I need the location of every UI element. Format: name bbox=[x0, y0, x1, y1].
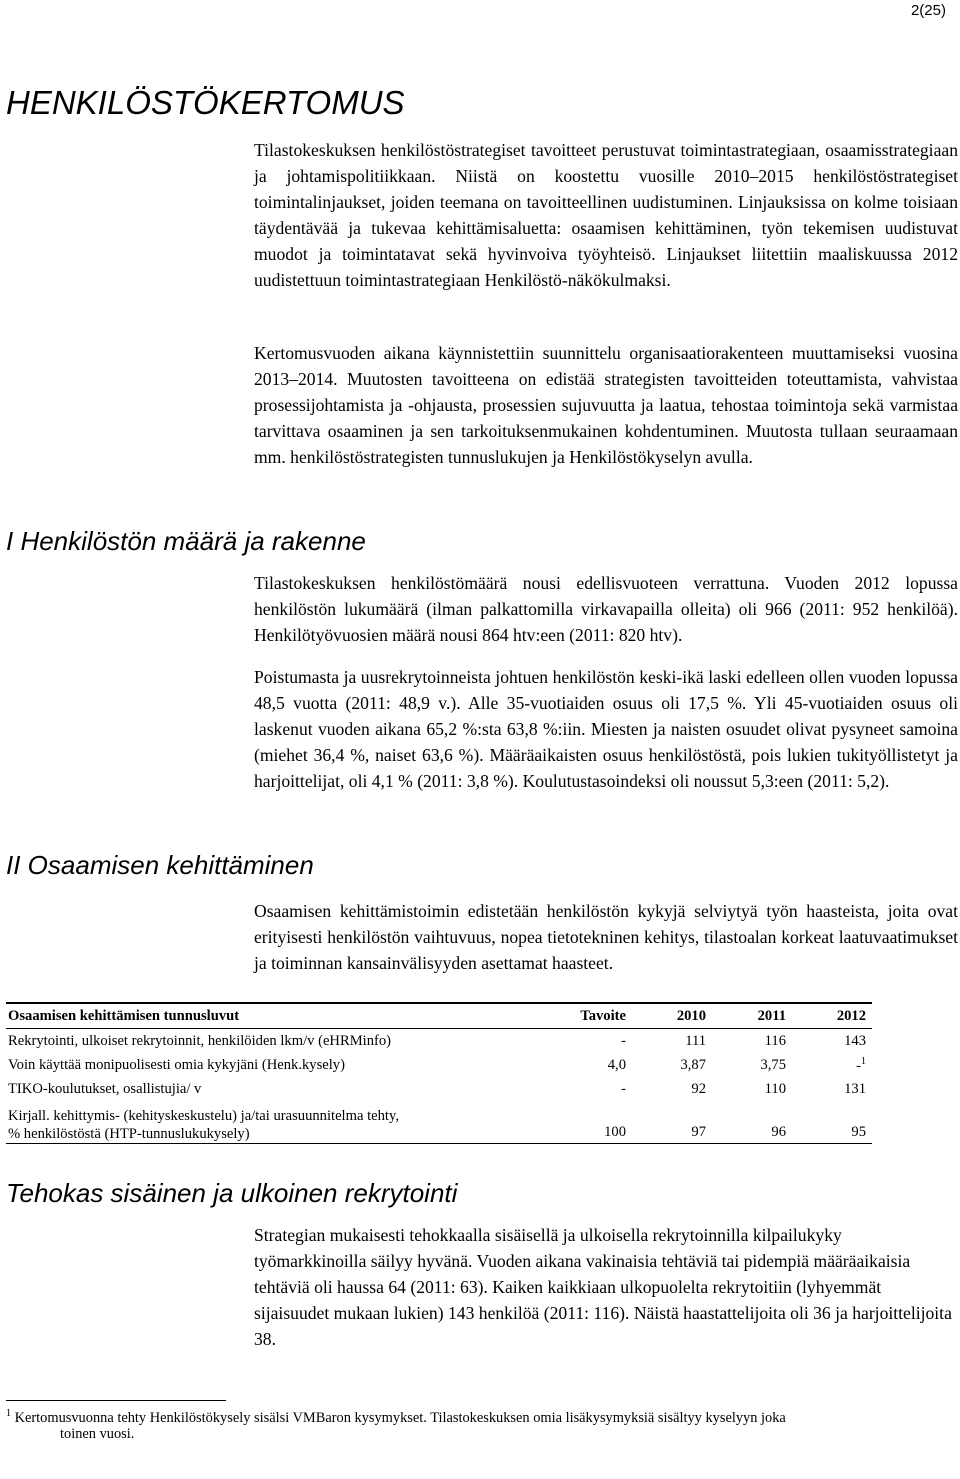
kpi-table bbox=[6, 1002, 872, 1144]
table-cell-2011: 3,75 bbox=[760, 1056, 786, 1073]
intro-paragraph-2: Kertomusvuoden aikana käynnistettiin suunnittelu organisaatiorakenteen muuttamiseksi vuosina 2013–2014. Muutosten tavoitteena on edistää strategisten tavoitteiden toteuttamista, vahvistaa prosessijohtamista ja -ohjausta, prosessien sujuvuutta ja laatua, tehostaa toimintoja sekä varmistaa tarvittava osaaminen ja sen tarkoituksenmukainen kohdentuminen. Muutosta tullaan seuraamaan mm. henkilöstöstrategisten tunnuslukujen ja Henkilöstökyselyn avulla. bbox=[254, 343, 958, 467]
table-cell-label-line1: Kirjall. kehittymis- (kehityskeskustelu) ja/tai urasuunnitelma tehty, bbox=[8, 1108, 399, 1124]
table-cell-label-line2: % henkilöstöstä (HTP-tunnuslukukysely) bbox=[8, 1126, 250, 1142]
table-cell-2012 bbox=[792, 1053, 872, 1077]
section2-paragraph-1: Osaamisen kehittämistoimin edistetään henkilöstön kykyjä selviytyä työn haasteista, joita ovat erityisesti henkilöstön vaihtuvuus, nopea tietotekninen kehitys, tilastoalan korkeat laatuvaatimukset ja toiminnan kansainvälisyyden asettamat haasteet. bbox=[254, 901, 958, 973]
footnote-marker: 1 bbox=[6, 1408, 11, 1419]
section1-paragraph-2: Poistumasta ja uusrekrytoinneista johtuen henkilöstön keski-ikä laski edelleen ollen vuoden lopussa 48,5 vuotta (2011: 48,9 v.). Alle 35-vuotiaiden osuus oli 17,5 %. Yli 45-vuotiaiden osuus oli laskenut vuoden aikana 65,2 %:sta 63,8 %:iin. Miesten ja naisten osuudet olivat pysyneet samoina (miehet 36,4 %, naiset 63,6 %). Määräaikaisten osuus henkilöstöstä, pois lukien tukityöllistetyt ja harjoittelijat, oli 4,1 % (2011: 3,8 %). Koulutustasoindeksi oli noussut 5,3:een (2011: 5,2). bbox=[254, 667, 958, 791]
table-cell-2012-value: - bbox=[856, 1057, 861, 1074]
table-row bbox=[6, 1101, 872, 1144]
page-number: 2(25) bbox=[910, 2, 946, 19]
footnote-text-line1: Kertomusvuonna tehty Henkilöstökysely sisälsi VMBaron kysymykset. Tilastokeskuksen omia lisäkysymyksiä sisältyy kyselyyn joka bbox=[14, 1410, 786, 1426]
table-cell-2010: 3,87 bbox=[680, 1056, 706, 1073]
table-header-2012: 2012 bbox=[836, 1007, 866, 1024]
section-heading-henkiloston-maara: I Henkilöstön määrä ja rakenne bbox=[6, 526, 366, 556]
table-cell-label: Rekrytointi, ulkoiset rekrytoinnit, henkilöiden lkm/v (eHRMinfo) bbox=[8, 1032, 392, 1049]
table-cell-2012: 143 bbox=[844, 1032, 866, 1049]
table-header-2011: 2011 bbox=[757, 1007, 786, 1024]
section-heading-osaamisen-kehittaminen: II Osaamisen kehittäminen bbox=[6, 850, 314, 880]
footnote bbox=[6, 1406, 956, 1442]
table-cell-2011: 116 bbox=[764, 1032, 786, 1049]
footnote-divider bbox=[6, 1400, 226, 1401]
table-cell-2011: 96 bbox=[771, 1124, 786, 1140]
table-header-indicator: Osaamisen kehittämisen tunnusluvut bbox=[8, 1007, 240, 1024]
table-cell-label bbox=[6, 1101, 542, 1144]
table-cell-label: TIKO-koulutukset, osallistujia/ v bbox=[8, 1080, 202, 1097]
section1-paragraph-1: Tilastokeskuksen henkilöstömäärä nousi edellisvuoteen verrattuna. Vuoden 2012 lopussa henkilöstön lukumäärä (ilman palkattomilla virkavapailla olleita) oli 966 (2011: 952 henkilöä). Henkilötyövuosien määrä nousi 864 htv:een (2011: 820 htv). bbox=[254, 573, 958, 645]
footnote-reference: 1 bbox=[861, 1055, 866, 1067]
table-cell-2010: 97 bbox=[691, 1124, 706, 1140]
section-heading-rekrytointi: Tehokas sisäinen ja ulkoinen rekrytointi bbox=[6, 1178, 458, 1208]
table-cell-2010: 92 bbox=[691, 1080, 706, 1097]
table-header-2010: 2010 bbox=[676, 1007, 706, 1024]
table-cell-2010: 111 bbox=[685, 1032, 706, 1049]
table-cell-2011: 110 bbox=[764, 1080, 786, 1097]
table-cell-2012: 95 bbox=[851, 1124, 866, 1140]
footnote-text-line2: toinen vuosi. bbox=[60, 1426, 135, 1442]
table-cell-tavoite: 100 bbox=[604, 1124, 626, 1140]
table-cell-tavoite: - bbox=[621, 1080, 626, 1097]
table-header-row bbox=[6, 1003, 872, 1029]
table-row bbox=[6, 1029, 872, 1054]
intro-paragraph-1: Tilastokeskuksen henkilöstöstrategiset tavoitteet perustuvat toimintastrategiaan, osaamisstrategiaan ja johtamispolitiikkaan. Niistä on koostettu vuosille 2010–2015 henkilöstöstrategiset toimintalinjaukset, joiden teemana on tavoitteellinen uudistuminen. Linjauksissa on kolme toisiaan täydentävää ja tukevaa kehittämisaluetta: osaamisen kehittäminen, työn tekemisen uudistuvat muodot ja toimintatavat sekä hyvinvoiva työyhteisö. Linjaukset liitettiin maaliskuussa 2012 uudistettuun toimintastrategiaan Henkilöstö-näkökulmaksi. bbox=[254, 140, 958, 290]
table-header-tavoite: Tavoite bbox=[580, 1007, 626, 1024]
table-cell-tavoite: 4,0 bbox=[607, 1056, 626, 1073]
table-row bbox=[6, 1077, 872, 1101]
table-cell-label: Voin käyttää monipuolisesti omia kykyjäni (Henk.kysely) bbox=[8, 1056, 345, 1073]
section3-paragraph-1: Strategian mukaisesti tehokkaalla sisäisellä ja ulkoisella rekrytoinnilla kilpailukyky työmarkkinoilla säilyy hyvänä. Vuoden aikana vakinaisia tehtäviä tai pidempiä määräaikaisia tehtäviä oli haussa 64 (2011: 63). Kaiken kaikkiaan ulkopuolelta rekrytoitiin (lyhyemmät sijaisuudet mukaan lukien) 143 henkilöä (2011: 116). Näistä haastattelijoita oli 36 ja harjoittelijoita 38. bbox=[254, 1225, 952, 1349]
table-cell-tavoite: - bbox=[621, 1032, 626, 1049]
main-title: HENKILÖSTÖKERTOMUS bbox=[6, 84, 405, 121]
table-row bbox=[6, 1053, 872, 1077]
table-cell-2012: 131 bbox=[844, 1080, 866, 1097]
